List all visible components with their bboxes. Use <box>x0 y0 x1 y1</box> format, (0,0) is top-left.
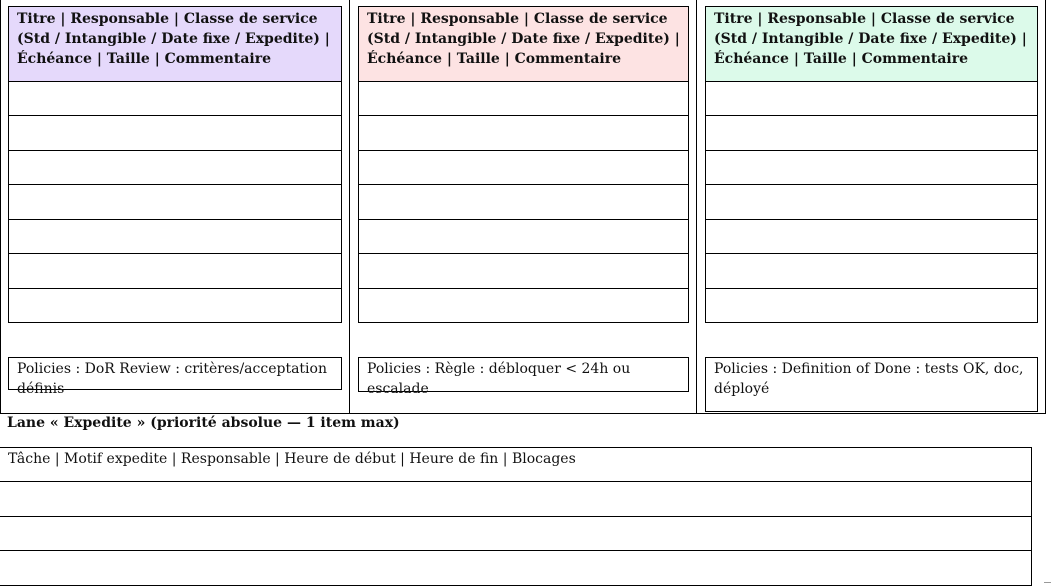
expedite-table-row[interactable] <box>0 481 1032 517</box>
column-3-row[interactable] <box>705 115 1038 151</box>
column-2-row[interactable] <box>358 288 689 323</box>
column-1-row[interactable] <box>8 219 342 254</box>
column-2-row[interactable] <box>358 115 689 151</box>
expedite-table-row[interactable] <box>0 550 1032 586</box>
column-3-policy: Policies : Definition of Done : tests OK, doc, déployé <box>705 357 1038 412</box>
expedite-table-header: Tâche | Motif expedite | Responsable | Heure de début | Heure de fin | Blocages <box>0 447 1032 482</box>
column-3-row[interactable] <box>705 150 1038 185</box>
column-1-row[interactable] <box>8 184 342 220</box>
column-2-row[interactable] <box>358 184 689 220</box>
column-1-row[interactable] <box>8 288 342 323</box>
column-2-row[interactable] <box>358 81 689 116</box>
column-3-row[interactable] <box>705 253 1038 289</box>
column-1-row[interactable] <box>8 115 342 151</box>
column-1-header: Titre | Responsable | Classe de service (Std / Intangible / Date fixe / Expedite) | Échéance | Taille | Commentaire <box>8 6 342 82</box>
column-2-row[interactable] <box>358 150 689 185</box>
column-1-row[interactable] <box>8 81 342 116</box>
column-1-row[interactable] <box>8 150 342 185</box>
column-2-row[interactable] <box>358 219 689 254</box>
column-3-header: Titre | Responsable | Classe de service (Std / Intangible / Date fixe / Expedite) | Échéance | Taille | Commentaire <box>705 6 1038 82</box>
column-2-row[interactable] <box>358 253 689 289</box>
column-3-row[interactable] <box>705 81 1038 116</box>
column-3-row[interactable] <box>705 288 1038 323</box>
page-edge-mark <box>1044 582 1051 588</box>
expedite-table-row[interactable] <box>0 516 1032 551</box>
column-3-row[interactable] <box>705 184 1038 220</box>
column-2-header: Titre | Responsable | Classe de service (Std / Intangible / Date fixe / Expedite) | Échéance | Taille | Commentaire <box>358 6 689 82</box>
column-1-row[interactable] <box>8 253 342 289</box>
column-3-row[interactable] <box>705 219 1038 254</box>
column-1-policy: Policies : DoR Review : critères/acceptation définis <box>8 357 342 390</box>
expedite-lane-title: Lane « Expedite » (priorité absolue — 1 item max) <box>7 415 400 431</box>
column-2-policy: Policies : Règle : débloquer < 24h ou escalade <box>358 357 689 392</box>
